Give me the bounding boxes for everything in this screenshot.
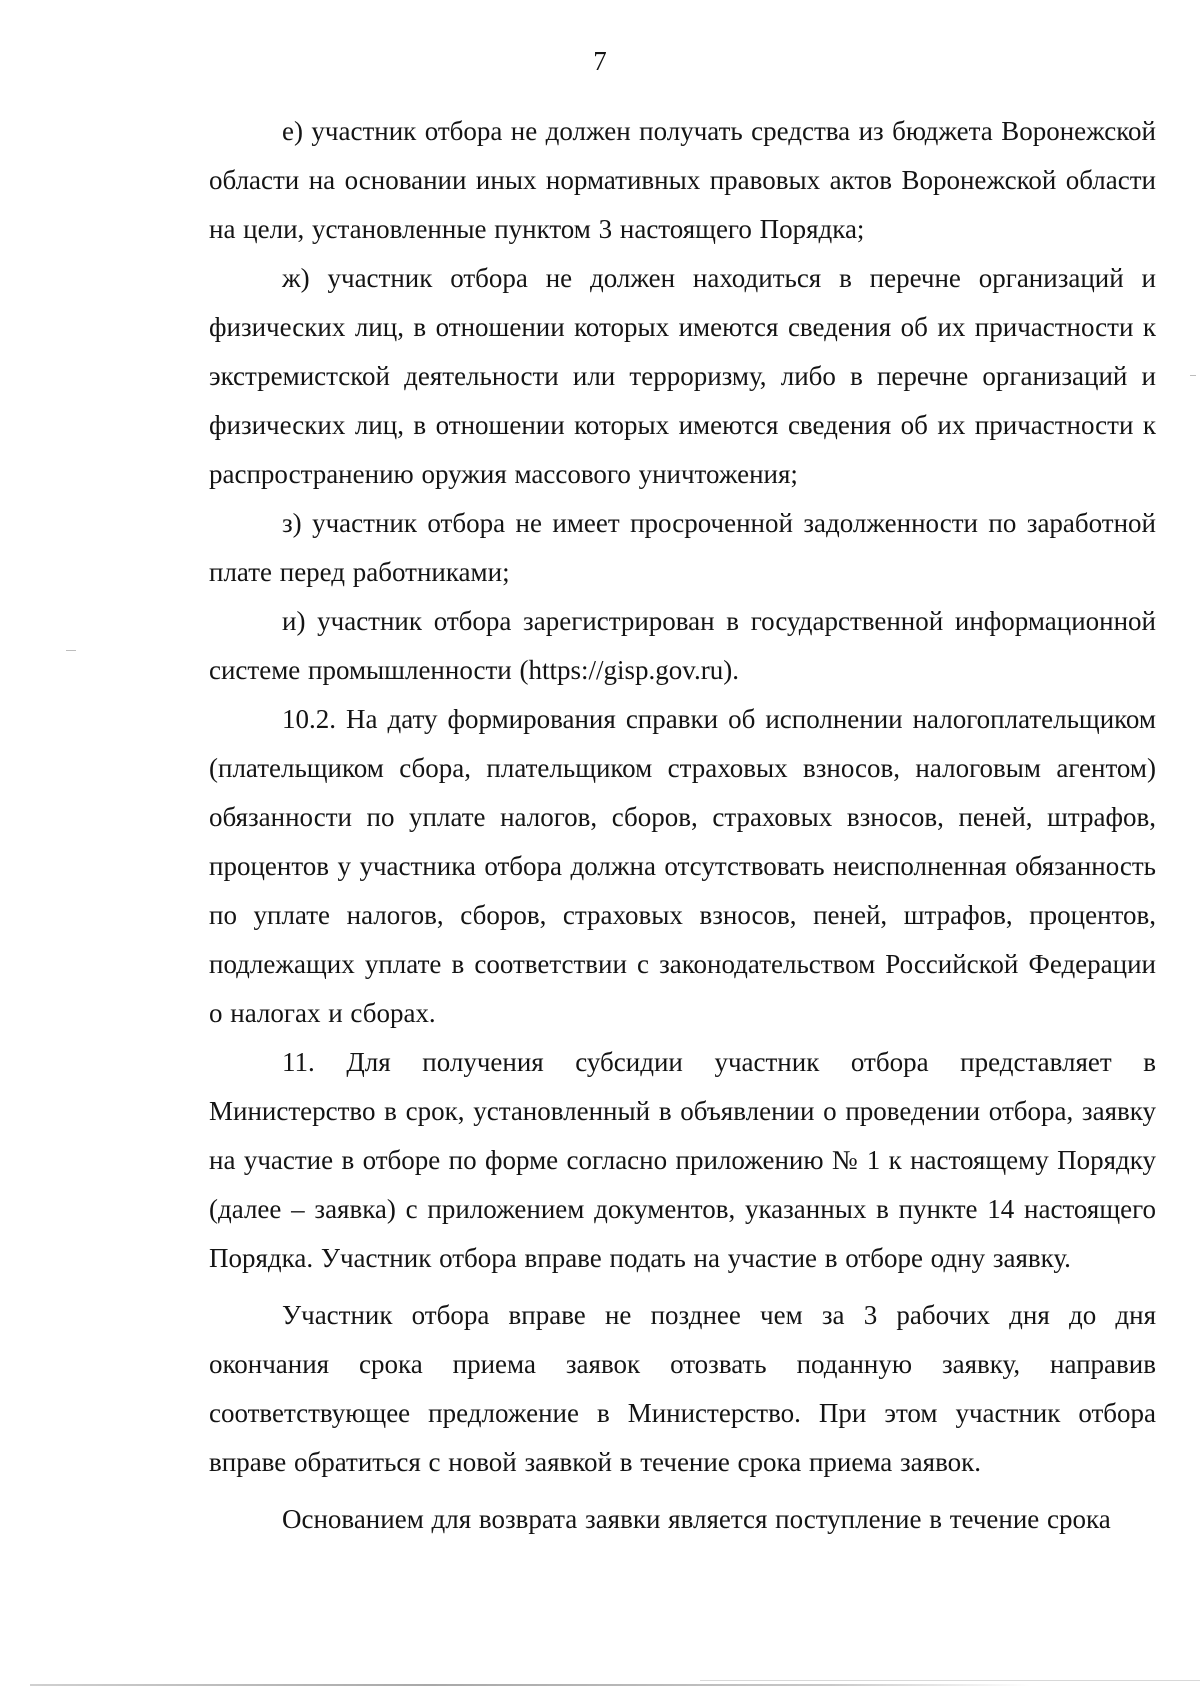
scan-speck [1190,375,1196,376]
paragraph-return-basis: Основанием для возврата заявки является поступление в течение срока [282,1504,1111,1534]
paragraph-11: 11. Для получения субсидии участник отбора представляет в Министерство в срок, установленный в объявлении о проведении отбора, заявку на участие в отборе по форме согласно приложению № 1 к настоящему Порядку (далее – заявка) с приложением документов, указанных в пункте 14 настоящего Порядка. Участник отбора вправе подать на участие в отборе одну заявку. [209,1047,1156,1273]
document-body [209,107,1156,1544]
paragraph-withdrawal: Участник отбора вправе не позднее чем за 3 рабочих дня до дня окончания срока приема заявок отозвать поданную заявку, направив соответствующее предложение в Министерство. При этом участник отбора вправе обратиться с новой заявкой в течение срока приема заявок. [209,1300,1156,1477]
paragraph-e: е) участник отбора не должен получать средства из бюджета Воронежской области на основании иных нормативных правовых актов Воронежской области на цели, установленные пунктом 3 настоящего Порядка; [209,116,1156,244]
paragraph-10-2: 10.2. На дату формирования справки об исполнении налогоплательщиком (плательщиком сбора, плательщиком страховых взносов, налоговым агентом) обязанности по уплате налогов, сборов, страховых взносов, пеней, штрафов, процентов у участника отбора должна отсутствовать неисполненная обязанность по уплате налогов, сборов, страховых взносов, пеней, штрафов, процентов, подлежащих уплате в соответствии с законодательством Российской Федерации о налогах и сборах. [209,704,1156,1028]
page-bottom-edge [30,1684,1030,1686]
paragraph-i: и) участник отбора зарегистрирован в государственной информационной системе промышленности (https://gisp.gov.ru). [209,606,1156,685]
paragraph-z: з) участник отбора не имеет просроченной задолженности по заработной плате перед работниками; [209,508,1156,587]
scan-speck [66,650,76,651]
page-bottom-edge [700,1680,1200,1681]
paragraph-zh: ж) участник отбора не должен находиться в перечне организаций и физических лиц, в отношении которых имеются сведения об их причастности к экстремистской деятельности или терроризму, либо в перечне организаций и физических лиц, в отношении которых имеются сведения об их причастности к распространению оружия массового уничтожения; [209,263,1156,489]
page-number: 7 [593,46,607,76]
